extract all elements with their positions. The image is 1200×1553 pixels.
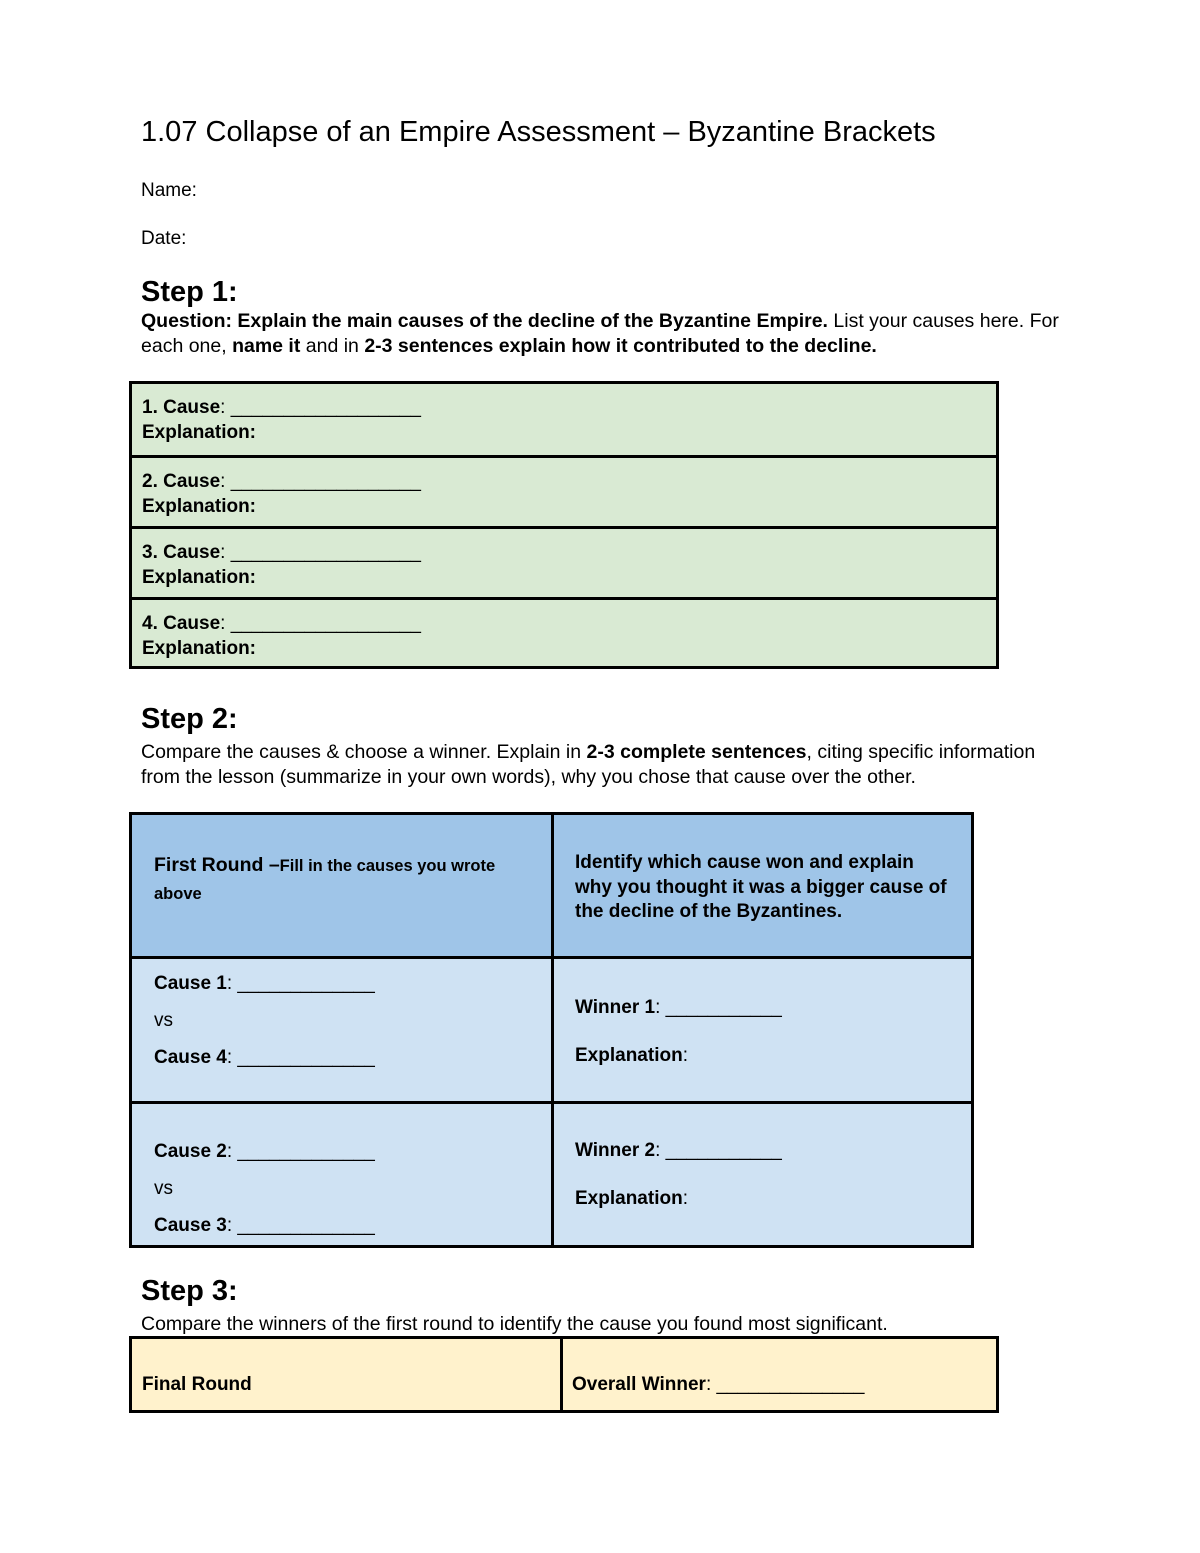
header-winner-instructions: Identify which cause won and explain why you thought it was a bigger cause of the decline of the Byzantines. xyxy=(575,852,947,922)
step3-instructions: Compare the winners of the first round to identify the cause you found most significant. xyxy=(141,1313,888,1335)
explanation-colon: : xyxy=(682,1188,688,1209)
name-field-label: Name: xyxy=(141,180,197,201)
date-field-label: Date: xyxy=(141,228,187,249)
match1-winner xyxy=(575,996,955,1069)
match1-causes xyxy=(154,972,534,1071)
cause-row[interactable] xyxy=(132,597,996,668)
column-divider xyxy=(551,815,554,1245)
page-title: 1.07 Collapse of an Empire Assessment – Byzantine Brackets xyxy=(141,116,936,148)
step1-question-name-it: name it xyxy=(232,334,301,357)
explanation-colon: : xyxy=(682,1045,688,1066)
overall-winner-label: Overall Winner xyxy=(572,1374,706,1395)
step1-question-sentences: 2-3 sentences explain how it contributed to the decline. xyxy=(364,334,877,357)
explanation-label: Explanation: xyxy=(142,637,257,659)
explanation-label: Explanation xyxy=(575,1045,683,1066)
cause-1-label: Cause 1 xyxy=(154,973,227,994)
column-divider xyxy=(560,1339,563,1410)
causes-table xyxy=(129,381,999,669)
cause-row[interactable] xyxy=(132,526,996,597)
bracket-table xyxy=(129,812,974,1248)
overall-winner-blank[interactable]: : ______________ xyxy=(705,1374,865,1395)
cause-4-blank[interactable]: : _____________ xyxy=(226,1047,375,1068)
match2-causes xyxy=(154,1140,534,1239)
explanation-label: Explanation: xyxy=(142,421,257,443)
match2-winner xyxy=(575,1139,955,1212)
winner-1-label: Winner 1 xyxy=(575,997,656,1018)
explanation-label: Explanation: xyxy=(142,495,257,517)
cause-label: 2. Cause xyxy=(142,471,221,492)
cause-1-blank[interactable]: : _____________ xyxy=(226,973,375,994)
winner-2-label: Winner 2 xyxy=(575,1140,656,1161)
cause-label: 4. Cause xyxy=(142,613,221,634)
cause-4-label: Cause 4 xyxy=(154,1047,227,1068)
winner-2-blank[interactable]: : ___________ xyxy=(655,1140,782,1161)
cause-2-label: Cause 2 xyxy=(154,1141,227,1162)
step1-question-text2: and in xyxy=(300,334,365,357)
step2-text2: , citing specific information from the lesson (summarize in your own words), why you chose that cause over the other. xyxy=(141,741,1036,788)
cause-label: 1. Cause xyxy=(142,397,221,418)
step1-heading: Step 1: xyxy=(141,276,238,308)
vs-label: vs xyxy=(154,1010,173,1031)
header-first-round xyxy=(154,852,534,908)
step2-text: Compare the causes & choose a winner. Explain in xyxy=(141,741,587,763)
step3-heading: Step 3: xyxy=(141,1275,238,1307)
cause-blank[interactable]: : __________________ xyxy=(220,471,421,492)
explanation-label: Explanation xyxy=(575,1188,683,1209)
cause-3-blank[interactable]: : _____________ xyxy=(226,1215,375,1236)
final-round-table xyxy=(129,1336,999,1413)
cause-2-blank[interactable]: : _____________ xyxy=(226,1141,375,1162)
step1-question xyxy=(141,309,1061,358)
vs-label: vs xyxy=(154,1178,173,1199)
step2-instructions xyxy=(141,740,1071,789)
cause-label: 3. Cause xyxy=(142,542,221,563)
step1-question-bold: Question: Explain the main causes of the decline of the Byzantine Empire. xyxy=(141,310,828,332)
overall-winner-field xyxy=(572,1373,864,1398)
winner-1-blank[interactable]: : ___________ xyxy=(655,997,782,1018)
cause-blank[interactable]: : __________________ xyxy=(220,613,421,634)
cause-blank[interactable]: : __________________ xyxy=(220,397,421,418)
cause-row[interactable] xyxy=(132,455,996,526)
step1-question-text: List your causes here. For each one, xyxy=(141,310,1059,357)
explanation-label: Explanation: xyxy=(142,566,257,588)
cause-row[interactable] xyxy=(132,384,996,455)
cause-3-label: Cause 3 xyxy=(154,1215,227,1236)
cause-blank[interactable]: : __________________ xyxy=(220,542,421,563)
first-round-hint: Fill in the causes you wrote above xyxy=(154,857,496,903)
first-round-label: First Round – xyxy=(154,854,280,876)
step2-bold: 2-3 complete sentences xyxy=(586,741,807,763)
step2-heading: Step 2: xyxy=(141,703,238,735)
final-round-label: Final Round xyxy=(142,1374,252,1395)
